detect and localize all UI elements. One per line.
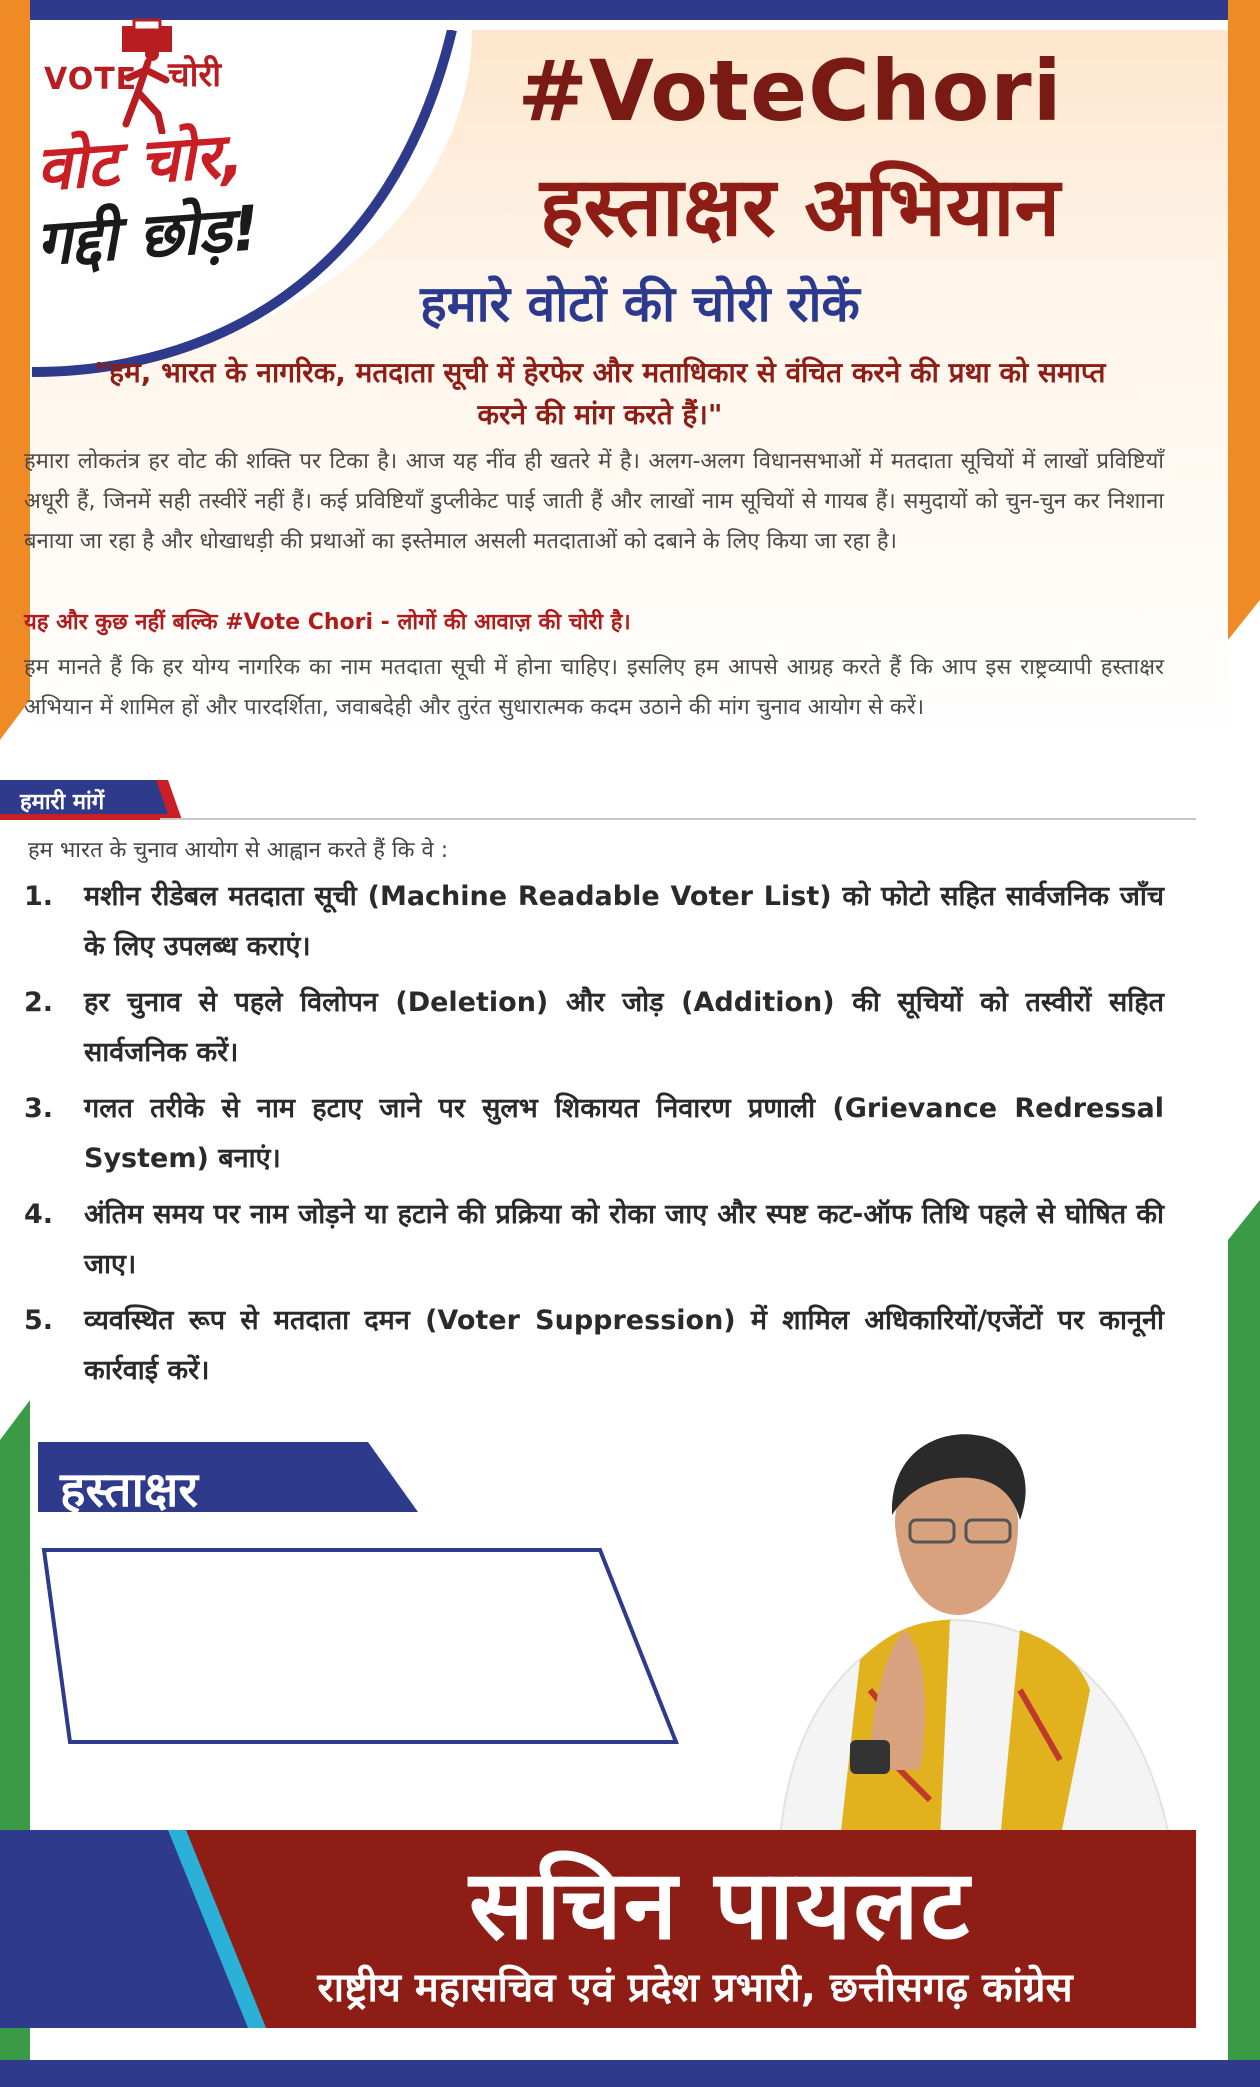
- demand-item: [24, 978, 1164, 1078]
- demand-number: 3.: [24, 1093, 54, 1124]
- hashtag-title: #VoteChori: [517, 42, 1063, 140]
- leader-portrait: [720, 1330, 1190, 1840]
- intro-paragraph: हमारा लोकतंत्र हर वोट की शक्ति पर टिका है। आज यह नींव ही खतरे में है। अलग-अलग विधानसभाओं में मतदाता सूचियों में लाखों प्रविष्टियाँ अधूरी हैं, जिनमें सही तस्वीरें नहीं हैं। कई प्रविष्टियाँ डुप्लीकेट पाई जाती हैं और लाखों नाम सूचियों से गायब हैं। समुदायों को चुन-चुन कर निशाना बनाया जा रहा है और धोखाधड़ी की प्रथाओं का इस्तेमाल असली मतदाताओं को दबाने के लिए किया जा रहा है।: [24, 449, 1164, 554]
- demands-list: [24, 872, 1164, 1402]
- demand-item: [24, 1084, 1164, 1184]
- demand-text: अंतिम समय पर नाम जोड़ने या हटाने की प्रक्रिया को रोका जाए और स्पष्ट कट-ऑफ तिथि पहले से घोषित की जाए।: [84, 1199, 1164, 1280]
- demand-number: 4.: [24, 1199, 54, 1230]
- demand-text: हर चुनाव से पहले विलोपन (Deletion) और जोड़ (Addition) की सूचियों को तस्वीरों सहित सार्वजनिक करें।: [84, 987, 1164, 1068]
- signature-box[interactable]: [40, 1520, 680, 1750]
- logo-chori-text: चोरी: [168, 55, 222, 95]
- citizens-quote: "हम, भारत के नागरिक, मतदाता सूची में हेरफेर और मताधिकार से वंचित करने की प्रथा को समाप्त करने की मांग करते हैं।": [94, 356, 1106, 431]
- logo-vote-text: VOTE: [44, 62, 138, 97]
- demand-text: मशीन रीडेबल मतदाता सूची (Machine Readable Voter List) को फोटो सहित सार्वजनिक जाँच के लिए उपलब्ध कराएं।: [84, 881, 1164, 962]
- demand-number: 1.: [24, 881, 54, 912]
- leader-name: सचिन पायलट: [469, 1849, 971, 1961]
- leader-designation: राष्ट्रीय महासचिव एवं प्रदेश प्रभारी, छत्तीसगढ़ कांग्रेस: [317, 1965, 1073, 2011]
- signature-label: हस्ताक्षर: [60, 1462, 199, 1518]
- demands-divider: [160, 818, 1196, 820]
- campaign-subtitle: हमारे वोटों की चोरी रोकें: [420, 275, 860, 333]
- demand-item: [24, 1190, 1164, 1290]
- demand-number: 5.: [24, 1305, 54, 1336]
- demand-number: 2.: [24, 987, 54, 1018]
- appeal-paragraph: हम मानते हैं कि हर योग्य नागरिक का नाम मतदाता सूची में होना चाहिए। इसलिए हम आपसे आग्रह करते हैं कि आप इस राष्ट्रव्यापी हस्ताक्षर अभियान में शामिल हों और पारदर्शिता, जवाबदेही और तुरंत सुधारात्मक कदम उठाने की मांग चुनाव आयोग से करें।: [24, 655, 1164, 720]
- demands-intro: हम भारत के चुनाव आयोग से आह्वान करते हैं कि वे :: [28, 838, 449, 863]
- demand-item: [24, 872, 1164, 972]
- demands-heading: हमारी मांगें: [20, 790, 105, 815]
- logo-slogan-line2: गद्दी छोड़!: [33, 191, 262, 280]
- logo-slogan-line1: वोट चोर,: [33, 117, 247, 206]
- demand-text: व्यवस्थित रूप से मतदाता दमन (Voter Suppression) में शामिल अधिकारियों/एजेंटों पर कानूनी कार्रवाई करें।: [84, 1305, 1164, 1386]
- highlight-line: यह और कुछ नहीं बल्कि #Vote Chori - लोगों की आवाज़ की चोरी है।: [24, 610, 631, 635]
- demand-text: गलत तरीके से नाम हटाए जाने पर सुलभ शिकायत निवारण प्रणाली (Grievance Redressal System) बनाएं।: [84, 1093, 1164, 1174]
- campaign-title: हस्ताक्षर अभियान: [539, 160, 1061, 255]
